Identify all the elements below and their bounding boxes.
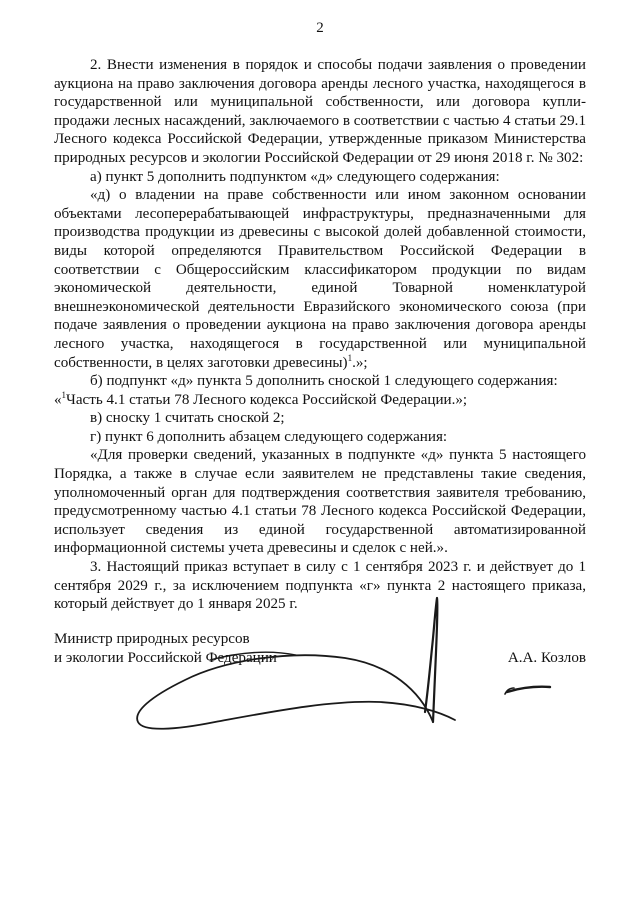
paragraph-subitem-v: в) сноску 1 считать сноской 2; (90, 410, 285, 427)
paragraph-subitem-g: г) пункт 6 дополнить абзацем следующего содержания: (90, 428, 448, 445)
page-number: 2 (316, 20, 324, 36)
paragraph-item-2: 2. Внести изменения в порядок и способы подачи заявления о проведении аукциона на право заключения договора аренды лесного участка, находящегося в государственной или муниципальной собственности, или договора купли-продажи лесных насаждений, заключаемого в соответствии с частью 4 статьи 29.1 Лесного кодекса Российской Федерации, утвержденные приказом Министерства природных ресурсов и экологии Российской Федерации от 29 июня 2018 г. № 302: (54, 57, 586, 166)
signer-position-line-1: Министр природных ресурсов (54, 631, 250, 647)
paragraph-subitem-d-text (54, 186, 586, 372)
signer-name: А.А. Козлов (507, 649, 586, 666)
footnote-marker: 1 (347, 352, 353, 363)
paragraph-subitem-d-body: «д) о владении на праве собственности или ином законном основании объектами лесоперерабатывающей инфраструктуры, предназначенными для производства продукции из древесины с высокой долей добавленной стоимости, виды которой определяются Правительством Российской Федерации в соответствии с Общероссийским классификатором продукции по видам экономической деятельности, единой Товарной номенклатурой внешнеэкономической деятельности Евразийского экономического союза (при подаче заявления о проведении аукциона на право заключения договора аренды лесного участка, находящегося в государственной или муниципальной собственности, в целях заготовки древесины) (54, 187, 586, 371)
document-body (54, 56, 586, 614)
paragraph-new-paragraph: «Для проверки сведений, указанных в подпункте «д» пункта 5 настоящего Порядка, а также в случае если заявителем не представлены такие сведения, уполномоченный орган для подтверждения соответствия заявителя требованию, предусмотренному частью 4.1 статьи 78 Лесного кодекса Российской Федерации, использует сведения из единой государственной автоматизированной информационной системы учета древесины и сделок с ней.». (54, 447, 586, 557)
signature-block (54, 630, 586, 667)
paragraph-subitem-a: а) пункт 5 дополнить подпунктом «д» следующего содержания: (90, 168, 500, 185)
footnote-open-quote: « (54, 391, 62, 408)
footnote-body: Часть 4.1 статьи 78 Лесного кодекса Российской Федерации.»; (66, 391, 468, 408)
paragraph-subitem-b: б) подпункт «д» пункта 5 дополнить сноской 1 следующего содержания: (90, 373, 558, 390)
signer-position-line-2: и экологии Российской Федерации (54, 649, 277, 666)
paragraph-item-3: 3. Настоящий приказ вступает в силу с 1 сентября 2023 г. и действует до 1 сентября 2029 г., за исключением подпункта «г» пункта 2 настоящего приказа, который действует до 1 января 2025 г. (54, 559, 586, 613)
paragraph-subitem-d-end: .»; (352, 354, 368, 371)
footnote-text (54, 391, 586, 410)
footnote-text-marker: 1 (61, 389, 67, 400)
